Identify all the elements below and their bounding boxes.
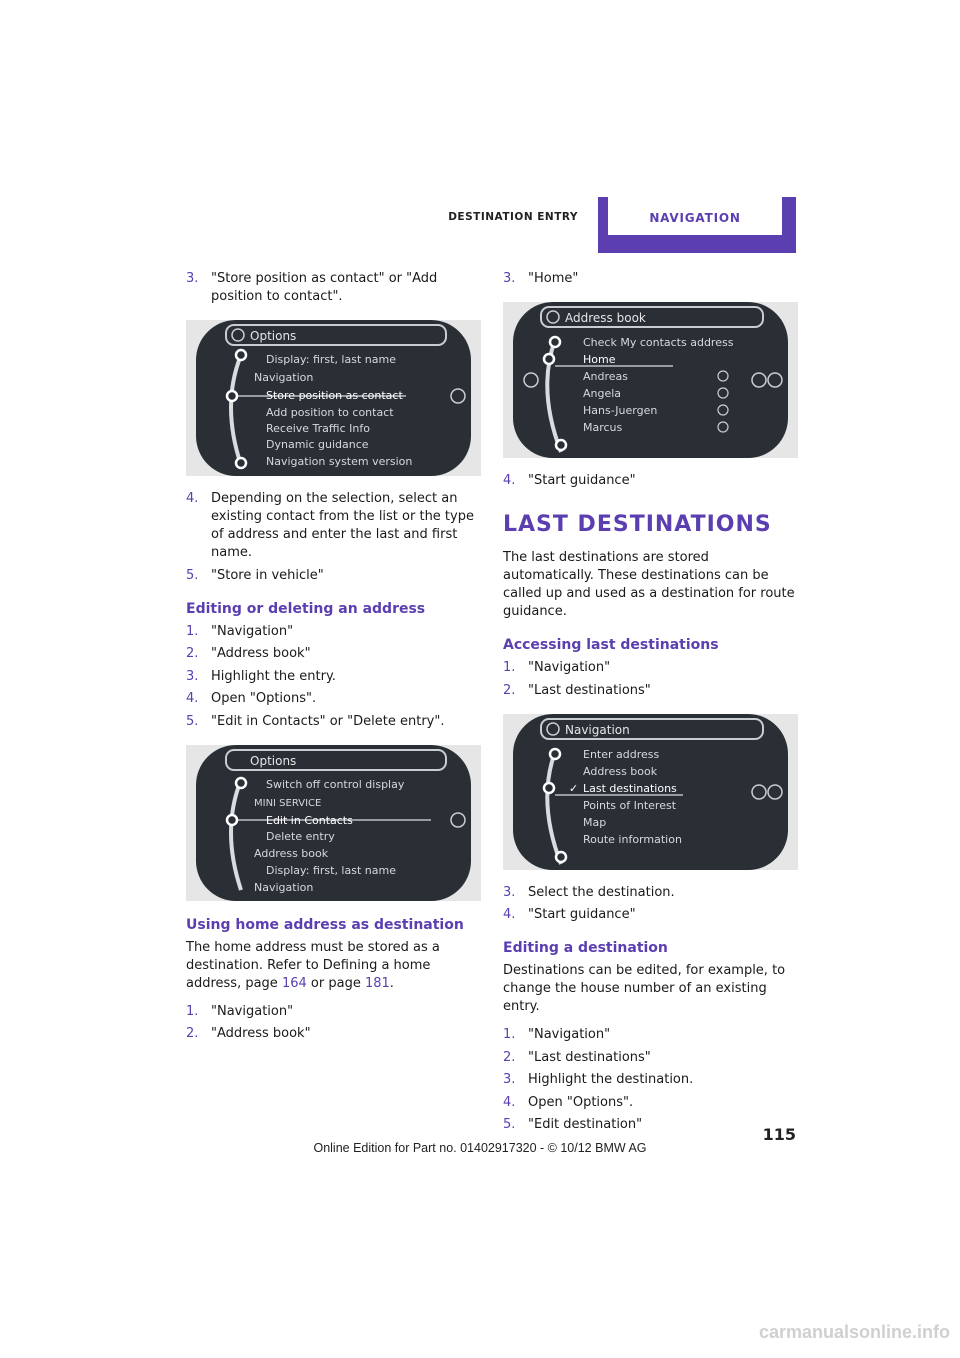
menu-item-selected: Store position as contact [266,389,403,402]
menu-item: Display: first, last name [266,863,396,877]
menu-item-selected: Last destinations [583,781,677,795]
paragraph-text: . [389,975,394,991]
menu-item-selected: ✓ [569,781,579,795]
step-item [186,690,481,708]
step-text: Depending on the selection, select an existing contact from the list or the type of address and enter the last and first name. [211,491,474,560]
step-number: 5. [186,567,199,583]
paragraph [186,939,481,993]
left-column [186,270,481,1048]
menu-item: Add position to contact [266,406,394,419]
step-text: Highlight the entry. [211,668,336,684]
step-number: 1. [503,660,516,675]
step-text: "Address book" [211,646,311,661]
step-item [186,668,481,686]
paragraph: The last destinations are stored automatically. These destinations can be called up and used as a destination for route guidance. [503,550,795,619]
menu-item: Hans-Juergen [583,404,658,417]
step-number: 1. [503,1027,516,1042]
screenshot-navigation-menu [503,714,798,870]
step-number: 2. [186,646,199,661]
shot-title: Options [250,753,297,768]
step-text: "Navigation" [528,1027,611,1042]
step-item [503,472,798,490]
menu-item: Display: first, last name [266,353,396,366]
menu-item-selected: Edit in Contacts [266,813,353,827]
page-link-181[interactable]: 181 [364,975,390,991]
menu-item: MINI SERVICE [254,797,322,809]
menu-item: Check My contacts address [583,336,734,349]
menu-item: Navigation [254,371,314,384]
step-text: Open "Options". [528,1094,634,1110]
step-number: 1. [186,1003,199,1019]
step-text: "Edit destination" [528,1117,643,1132]
menu-item: Switch off control display [266,777,405,791]
step-item [503,682,798,700]
menu-item: Navigation system version [266,455,413,468]
step-item [503,884,798,902]
menu-item: Andreas [583,370,628,383]
paragraph-text: The home address must be stored as a destination. Refer to Defining a home address, page [186,939,440,991]
step-number: 4. [503,1094,516,1110]
step-item [186,623,481,641]
menu-item: Address book [254,846,329,860]
watermark: carmanualsonline.info [758,1322,950,1342]
step-item [503,270,798,288]
section-heading-editing-address: Editing or deleting an address [186,600,426,617]
step-text: "Navigation" [211,623,294,639]
step-item [186,1003,481,1021]
menu-item: Navigation [254,880,314,894]
menu-item: Delete entry [266,829,335,843]
step-text: "Edit in Contacts" or "Delete entry". [211,713,445,729]
paragraph: Destinations can be edited, for example, to change the house number of an existing entry. [503,963,786,1014]
step-number: 4. [503,907,516,922]
step-number: 1. [186,623,199,639]
step-item [186,270,481,306]
section-heading-editing-destination: Editing a destination [503,940,668,956]
step-item [186,567,481,585]
step-item [503,1049,798,1067]
step-text: "Navigation" [211,1003,294,1019]
step-text: "Navigation" [528,660,611,675]
step-text: "Store in vehicle" [211,567,324,583]
step-item [186,713,481,731]
menu-item: Address book [583,764,658,778]
step-number: 4. [503,473,516,488]
step-number: 3. [503,1072,516,1087]
menu-item: Points of Interest [583,798,677,812]
step-number: 2. [503,682,516,698]
section-heading-home-address: Using home address as destination [186,916,464,933]
chapter-tab [598,197,796,253]
step-item [186,645,481,663]
step-item [503,1071,798,1089]
screenshot-address-book [503,302,798,458]
step-number: 2. [503,1049,516,1065]
step-text: "Address book" [211,1026,311,1041]
shot-title: Navigation [565,722,630,737]
step-number: 3. [503,884,516,900]
step-item [186,490,481,562]
screenshot-options-edit-contacts [186,745,481,901]
step-item [503,659,798,677]
step-text: "Home" [528,271,579,286]
page-number: 115 [762,1125,796,1144]
screenshot-options-store-position [186,320,481,476]
chapter-tab-label: NAVIGATION [608,197,782,235]
right-column [503,270,798,1139]
step-number: 5. [186,713,199,729]
step-number: 5. [503,1117,516,1132]
menu-item: Map [583,815,607,829]
shot-title: Options [250,329,297,343]
step-text: "Last destinations" [528,1049,651,1065]
menu-item: Receive Traffic Info [266,422,370,435]
menu-item: Enter address [583,747,660,761]
menu-item: Marcus [583,421,623,434]
step-text: Open "Options". [211,691,317,706]
step-text: Highlight the destination. [528,1072,694,1087]
step-number: 3. [186,668,199,684]
step-text: "Store position as contact" or "Add position to contact". [211,271,438,304]
step-number: 4. [186,491,199,506]
menu-item-selected: Home [583,353,616,366]
footer-edition: Online Edition for Part no. 01402917320 - © 10/12 BMW AG [313,1141,647,1155]
shot-title: Address book [565,311,646,325]
step-item [503,906,798,924]
section-heading-accessing-last-destinations: Accessing last destinations [503,637,719,653]
step-item [503,1026,798,1044]
step-item [503,1094,798,1112]
step-number: 3. [186,271,199,286]
step-number: 4. [186,691,199,706]
menu-item: Angela [583,387,622,400]
menu-item: Dynamic guidance [266,438,369,451]
step-number: 2. [186,1026,199,1041]
paragraph-text: or page [306,975,365,991]
step-text: "Start guidance" [528,473,636,488]
menu-item: Route information [583,832,682,846]
step-text: Select the destination. [528,884,675,900]
step-text: "Last destinations" [528,682,651,698]
step-item [186,1025,481,1043]
step-text: "Start guidance" [528,907,636,922]
section-heading-last-destinations: LAST DESTINATIONS [503,512,772,537]
page-link-164[interactable]: 164 [281,975,307,991]
step-number: 3. [503,271,516,286]
running-header-section: DESTINATION ENTRY [448,211,578,223]
